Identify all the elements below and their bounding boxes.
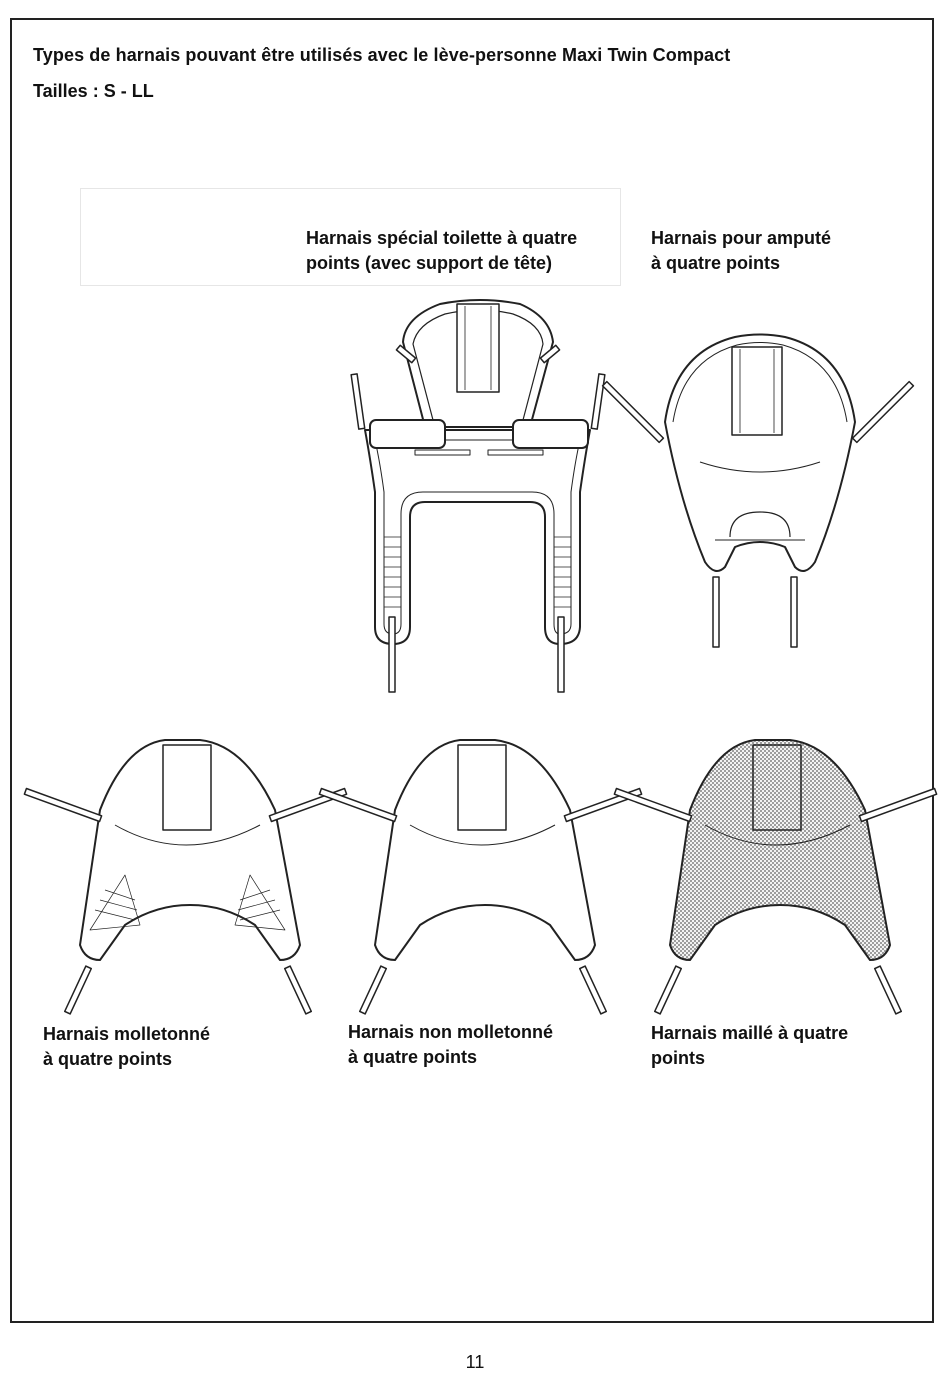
page-title: Types de harnais pouvant être utilisés avec le lève-personne Maxi Twin Compact <box>33 45 731 65</box>
page-number: 11 <box>465 1352 485 1372</box>
padded-sling-icon <box>55 735 325 1015</box>
sizes-label: Tailles : S - LL <box>33 81 154 101</box>
mesh-sling-caption: Harnais maillé à quatre points <box>651 1023 849 1068</box>
toilet-sling-caption: Harnais spécial toilette à quatre points (avec support de tête) <box>306 228 578 273</box>
padded-sling-caption: Harnais molletonné à quatre points <box>43 1024 211 1069</box>
amputee-sling-caption: Harnais pour amputé à quatre points <box>651 228 832 273</box>
unpadded-sling-caption: Harnais non molletonné à quatre points <box>348 1022 554 1067</box>
unpadded-sling-icon <box>350 735 620 1015</box>
amputee-sling-icon <box>625 292 895 652</box>
toilet-sling-icon <box>345 292 615 692</box>
mesh-sling-icon <box>645 735 915 1015</box>
